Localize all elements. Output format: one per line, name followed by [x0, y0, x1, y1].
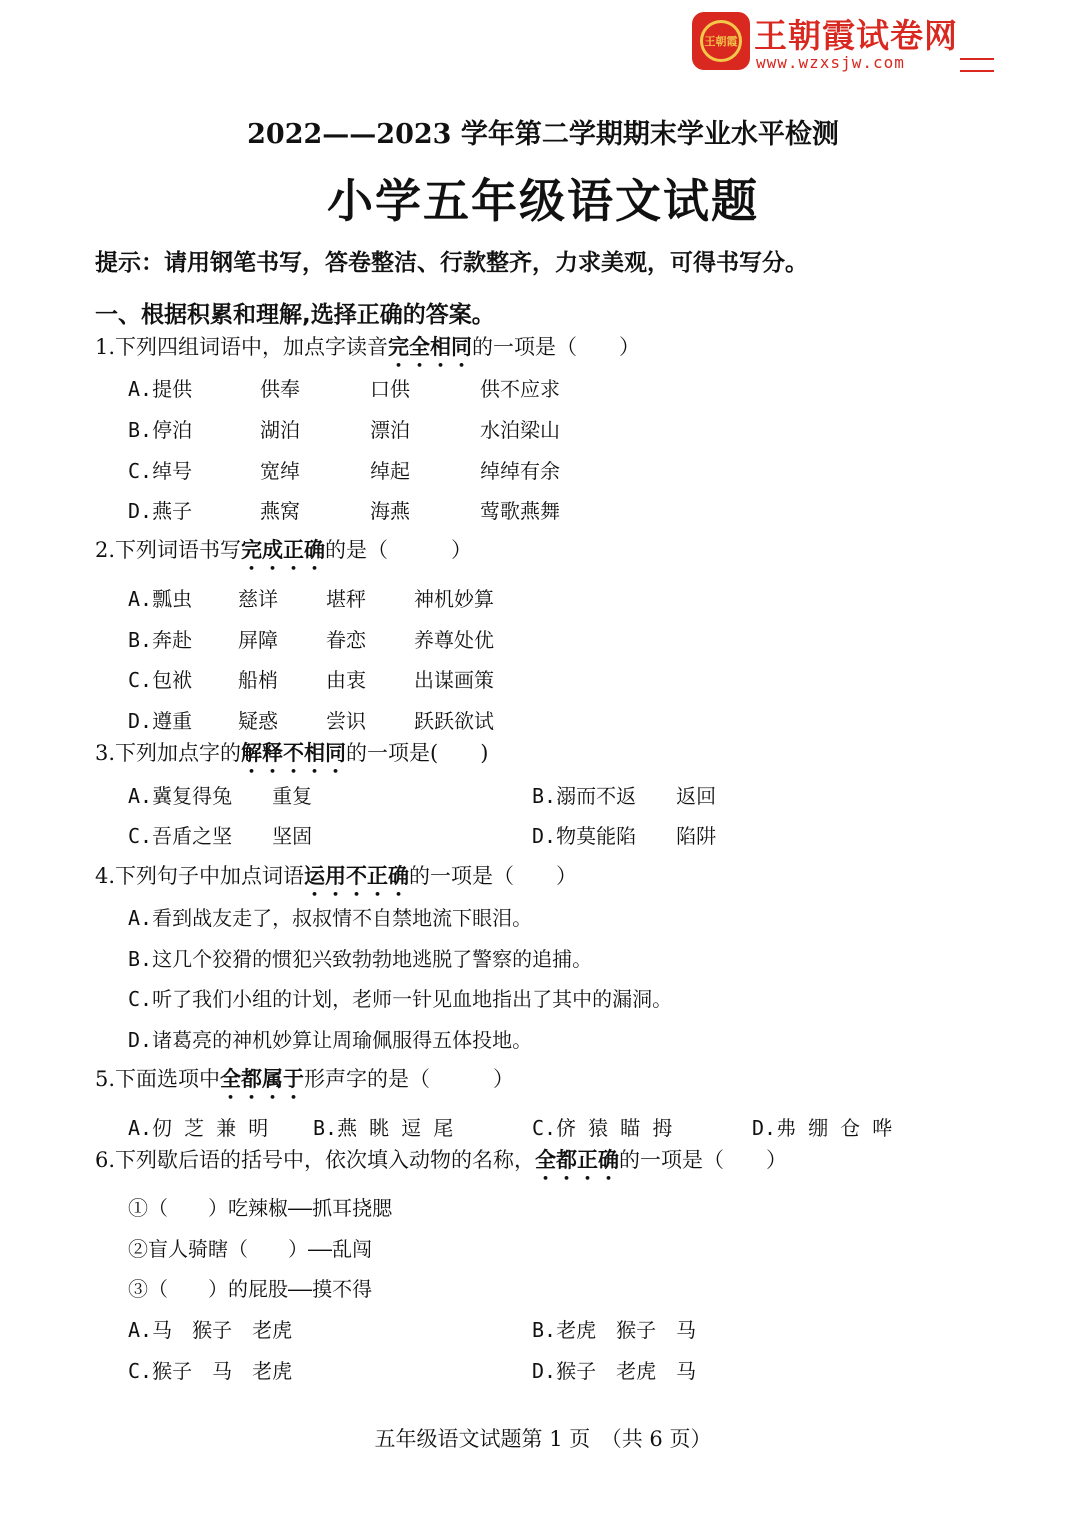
q2-option-b: B.奔赴 [128, 628, 193, 652]
question-3: 3.下列加点字的解释不相同的一项是( ) [95, 741, 489, 765]
q6-item-1: ①（ ）吃辣椒——抓耳挠腮 [128, 1196, 393, 1220]
writing-hint: 提示：请用钢笔书写，答卷整洁、行款整齐，力求美观，可得书写分。 [95, 250, 808, 276]
q1-word: 漂泊 [370, 418, 410, 442]
q3-option-d: D.物莫能陷 陷阱 [532, 824, 717, 848]
page-title: 小学五年级语文试题 [327, 174, 759, 228]
q1-word: 燕窝 [260, 499, 300, 523]
logo-stripes [960, 58, 994, 72]
q2-option-d: D.遵重 [128, 709, 193, 733]
q1-word: 莺歌燕舞 [480, 499, 560, 523]
site-logo [692, 10, 1002, 74]
q5-option-b: B.燕 眺 逗 尾 [313, 1116, 454, 1140]
q2-word: 眷恋 [326, 628, 366, 652]
q2-word: 由衷 [326, 668, 366, 692]
q2-word: 堪秤 [326, 587, 366, 611]
q1-word: 供不应求 [480, 377, 560, 401]
q2-word: 疑惑 [238, 709, 278, 733]
logo-url: www.wzxsjw.com [756, 53, 905, 72]
q2-word: 出谋画策 [414, 668, 494, 692]
q2-word: 神机妙算 [414, 587, 494, 611]
q4-option-c: C.听了我们小组的计划，老师一针见血地指出了其中的漏洞。 [128, 987, 673, 1011]
q3-option-c: C.吾盾之坚 坚固 [128, 824, 313, 848]
page-footer: 五年级语文试题第 1 页 （共 6 页） [374, 1427, 712, 1451]
question-5: 5.下面选项中全都属于形声字的是（ ） [95, 1067, 515, 1091]
section-heading: 一、根据积累和理解,选择正确的答案。 [95, 302, 495, 328]
q1-option-d: D.燕子 [128, 499, 193, 523]
q6-item-2: ②盲人骑瞎（ ）——乱闯 [128, 1237, 373, 1261]
q1-word: 绰起 [370, 459, 410, 483]
q5-option-c: C.侪 猿 瞄 拇 [532, 1116, 673, 1140]
q6-option-b: B.老虎 猴子 马 [532, 1318, 697, 1342]
q6-option-d: D.猴子 老虎 马 [532, 1359, 697, 1383]
q2-word: 尝识 [326, 709, 366, 733]
q1-word: 水泊梁山 [480, 418, 560, 442]
q5-option-a: A.仞 芝 兼 明 [128, 1116, 269, 1140]
q1-word: 绰绰有余 [480, 459, 560, 483]
q1-word: 口供 [370, 377, 410, 401]
question-1: 1.下列四组词语中，加点字读音完全相同的一项是（ ） [95, 335, 641, 359]
q1-option-c: C.绰号 [128, 459, 193, 483]
exam-term: 2022——2023 学年第二学期期末学业水平检测 [247, 119, 839, 150]
q2-word: 船梢 [238, 668, 278, 692]
q1-word: 宽绰 [260, 459, 300, 483]
logo-title: 王朝霞试卷网 [754, 16, 958, 55]
seal-icon: 王朝霞 [692, 12, 750, 70]
q6-option-a: A.马 猴子 老虎 [128, 1318, 293, 1342]
q4-option-b: B.这几个狡猾的惯犯兴致勃勃地逃脱了警察的追捕。 [128, 947, 593, 971]
question-6: 6.下列歇后语的括号中，依次填入动物的名称，全都正确的一项是（ ） [95, 1148, 788, 1172]
q2-option-c: C.包袱 [128, 668, 193, 692]
q6-option-c: C.猴子 马 老虎 [128, 1359, 293, 1383]
q4-option-d: D.诸葛亮的神机妙算让周瑜佩服得五体投地。 [128, 1028, 533, 1052]
question-2: 2.下列词语书写完成正确的是（ ） [95, 538, 473, 562]
q2-word: 跃跃欲试 [414, 709, 494, 733]
q2-word: 慈详 [238, 587, 278, 611]
q3-option-b: B.溺而不返 返回 [532, 784, 717, 808]
q5-option-d: D.弗 绷 仓 哗 [752, 1116, 893, 1140]
q3-option-a: A.冀复得兔 重复 [128, 784, 313, 808]
q2-option-a: A.瓢虫 [128, 587, 193, 611]
q2-word: 养尊处优 [414, 628, 494, 652]
q1-option-a: A.提供 [128, 377, 193, 401]
q2-word: 屏障 [238, 628, 278, 652]
q1-word: 海燕 [370, 499, 410, 523]
q6-item-3: ③（ ）的屁股——摸不得 [128, 1277, 373, 1301]
q1-option-b: B.停泊 [128, 418, 193, 442]
q4-option-a: A.看到战友走了，叔叔情不自禁地流下眼泪。 [128, 906, 533, 930]
q1-word: 湖泊 [260, 418, 300, 442]
question-4: 4.下列句子中加点词语运用不正确的一项是（ ） [95, 864, 578, 888]
q1-word: 供奉 [260, 377, 300, 401]
